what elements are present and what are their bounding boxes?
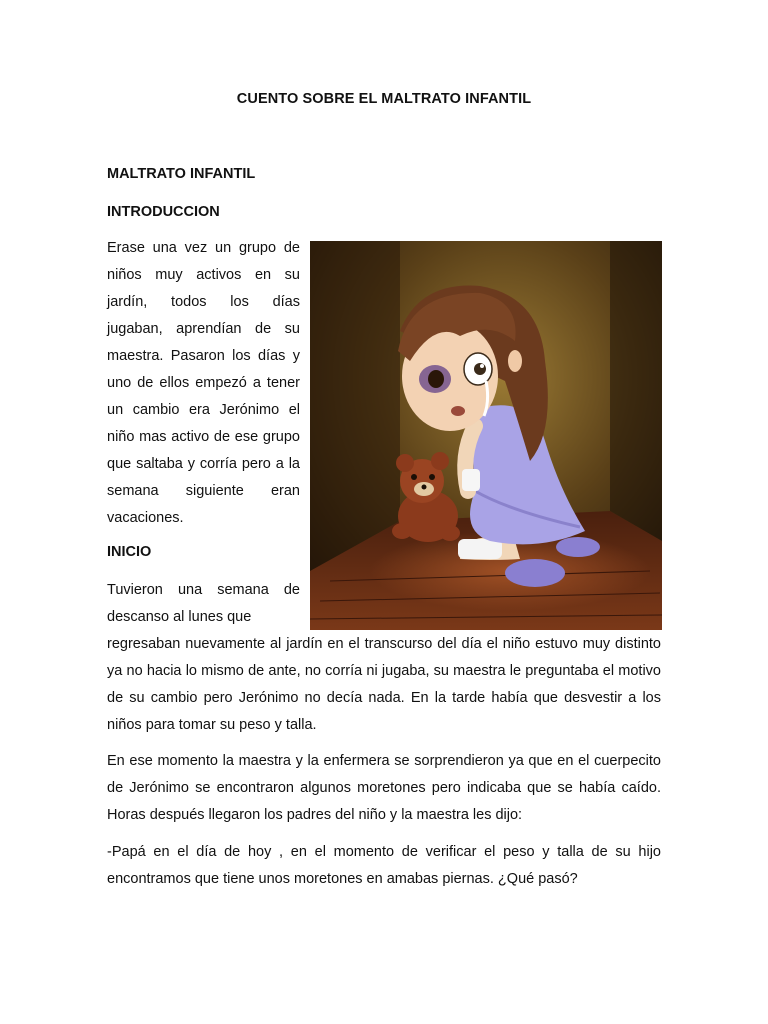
crying-girl-illustration (310, 241, 662, 630)
paragraph-3: -Papá en el día de hoy , en el momento de verificar el peso y talla de su hijo encontramos que tiene unos moretones en amabas piernas. ¿Qué pasó? (107, 844, 661, 887)
document-title: CUENTO SOBRE EL MALTRATO INFANTIL (236, 91, 532, 107)
inicio-heading: INICIO (107, 544, 152, 560)
intro-paragraph: Erase una vez un grupo de niños muy activos en su jardín, todos los días jugaban, aprendían de su maestra. Pasaron los días y uno de ellos empezó a tener un cambio era Jerónimo el niño mas activo de ese grupo que saltaba y corría pero a la semana siguiente eran vacaciones. (107, 240, 300, 526)
inicio-paragraph-start: Tuvieron una semana de descanso al lunes que (107, 582, 300, 625)
paragraph-2: En ese momento la maestra y la enfermera se sorprendieron ya que en el cuerpecito de Jerónimo se encontraron algunos moretones pero indicaba que se había caído. Horas después llegaron los padres del niño y la maestra les dijo: (107, 753, 661, 823)
intro-heading: INTRODUCCION (107, 204, 220, 220)
inicio-paragraph-rest: regresaban nuevamente al jardín en el transcurso del día el niño estuvo muy distinto ya no hacia lo mismo de ante, no corría ni jugaba, su maestra le preguntaba el motivo de su cambio pero Jerónimo no decía nada. En la tarde había que desvestir a los niños para tomar su peso y talla. (107, 636, 661, 733)
section-heading: MALTRATO INFANTIL (107, 166, 256, 182)
